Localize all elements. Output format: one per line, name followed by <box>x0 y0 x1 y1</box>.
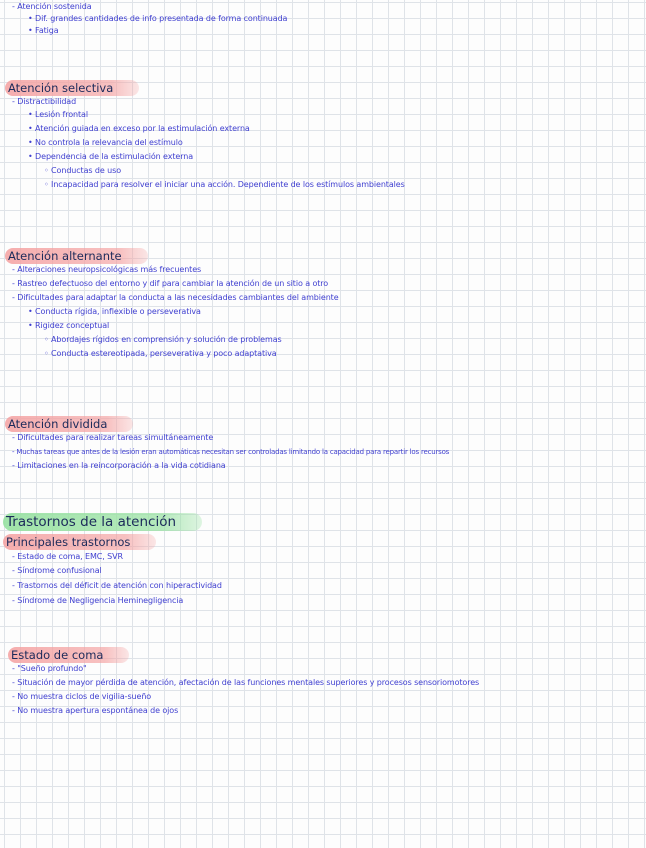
alternante-item-2: - Rastreo defectuoso del entorno y dif para cambiar la atención de un sitio a otro <box>12 279 329 288</box>
heading-atencion-alternante: Atención alternante <box>5 248 148 264</box>
heading-atencion-selectiva: Atención selectiva <box>5 80 139 96</box>
selectiva-bullet-4: • Dependencia de la estimulación externa <box>28 152 194 161</box>
heading-atencion-dividida: Atención dividida <box>5 416 133 432</box>
heading-trastornos-atencion: Trastornos de la atención <box>3 513 202 531</box>
alternante-sub-2: ◦ Conducta estereotipada, perseverativa y poco adaptativa <box>44 349 277 358</box>
alternante-bullet-1: • Conducta rígida, inflexible o perseverativa <box>28 307 201 316</box>
coma-item-4: - No muestra apertura espontánea de ojos <box>12 706 179 715</box>
alternante-item-3: - Dificultades para adaptar la conducta a las necesidades cambiantes del ambiente <box>12 293 339 302</box>
dividida-item-2: - Muchas tareas que antes de la lesión eran automáticas necesitan ser controladas limitando la capacidad para repartir los recursos <box>12 448 450 456</box>
trastorno-item-3: - Trastornos del déficit de atención con hiperactividad <box>12 581 222 590</box>
sostenida-bullet-1: • Dif. grandes cantidades de info presentada de forma continuada <box>28 14 288 23</box>
dividida-item-3: - Limitaciones en la reincorporación a la vida cotidiana <box>12 461 226 470</box>
coma-item-2: - Situación de mayor pérdida de atención, afectación de las funciones mentales superiores y procesos sensoriomotores <box>12 678 480 687</box>
heading-principales-trastornos: Principales trastornos <box>3 534 156 550</box>
alternante-sub-1: ◦ Abordajes rígidos en comprensión y solución de problemas <box>44 335 282 344</box>
selectiva-bullet-3: • No controla la relevancia del estímulo <box>28 138 183 147</box>
trastorno-item-1: - Estado de coma, EMC, SVR <box>12 552 123 561</box>
alternante-item-1: - Alteraciones neuropsicológicas más frecuentes <box>12 265 202 274</box>
dividida-item-1: - Dificultades para realizar tareas simultáneamente <box>12 433 214 442</box>
coma-item-1: - "Sueño profundo" <box>12 664 87 673</box>
selectiva-bullet-2: • Atención guiada en exceso por la estimulación externa <box>28 124 250 133</box>
selectiva-sub-2: ◦ Incapacidad para resolver el iniciar una acción. Dependiente de los estímulos ambientales <box>44 180 405 189</box>
alternante-bullet-2: • Rigidez conceptual <box>28 321 110 330</box>
heading-estado-de-coma: Estado de coma <box>8 647 129 663</box>
sostenida-bullet-2: • Fatiga <box>28 26 59 35</box>
coma-item-3: - No muestra ciclos de vigilia-sueño <box>12 692 152 701</box>
selectiva-item-distractibilidad: - Distractibilidad <box>12 97 77 106</box>
sostenida-item: - Atención sostenida <box>12 2 92 11</box>
selectiva-sub-1: ◦ Conductas de uso <box>44 166 121 175</box>
trastorno-item-4: - Síndrome de Negligencia Heminegligencia <box>12 596 184 605</box>
trastorno-item-2: - Síndrome confusional <box>12 566 102 575</box>
selectiva-bullet-1: • Lesión frontal <box>28 110 88 119</box>
